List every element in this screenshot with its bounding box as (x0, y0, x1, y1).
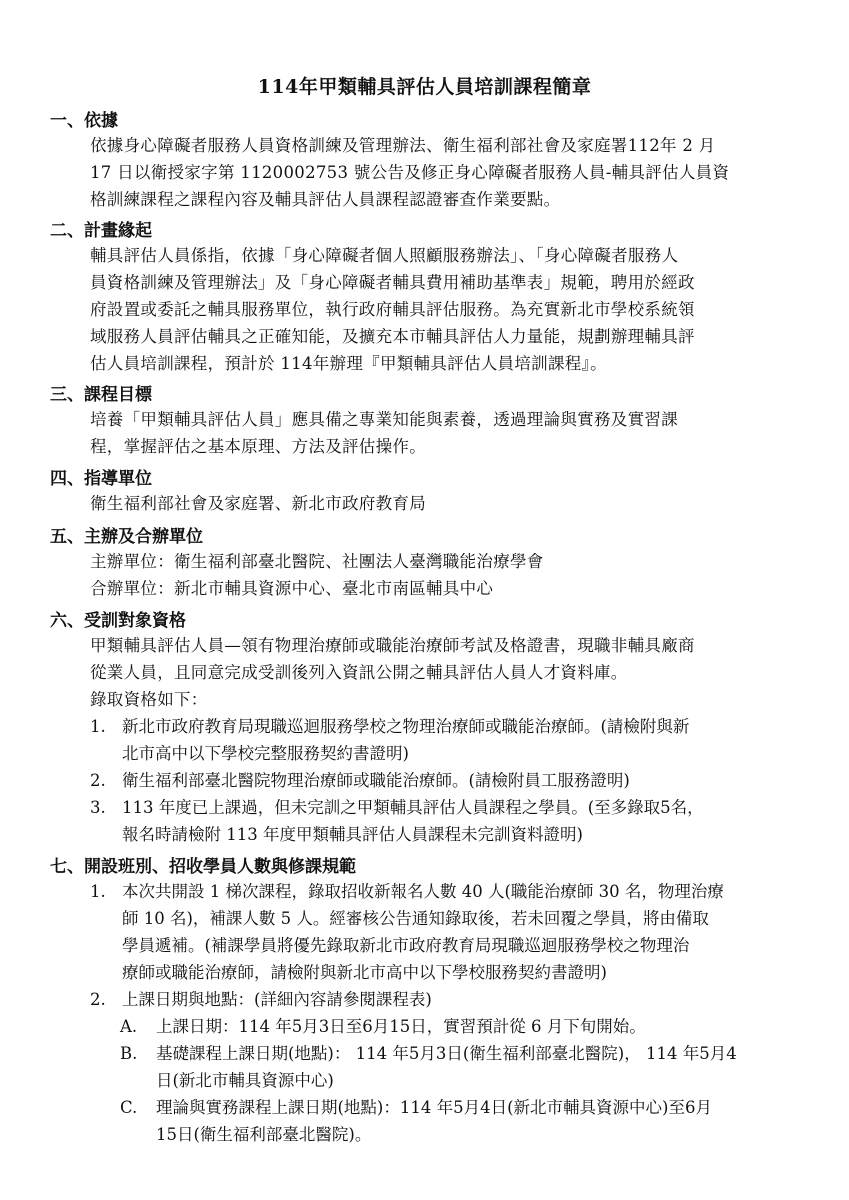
subitem-line: 基礎課程上課日期(地點)： 114 年5月3日(衛生福利部臺北醫院)， 114 年5月4 (156, 1044, 737, 1063)
section-4-body (90, 490, 810, 517)
item-line: 新北市政府教育局現職巡迴服務學校之物理治療師或職能治療師。(請檢附與新 (122, 717, 690, 736)
paragraph-line: 估人員培訓課程，預計於 114年辦理『甲類輔具評估人員培訓課程』。 (90, 354, 607, 373)
section-7-heading: 七、開設班別、招收學員人數與修課規範 (50, 857, 356, 877)
paragraph-line: 從業人員，且同意完成受訓後列入資訊公開之輔具評估人員人才資料庫。 (90, 663, 628, 682)
item-text (122, 794, 704, 848)
paragraph-line: 員資格訓練及管理辦法」及「身心障礙者輔具費用補助基準表」規範，聘用於經政 (90, 273, 695, 292)
section-6-body (90, 632, 810, 713)
section-5-body (90, 548, 810, 602)
paragraph-line: 輔具評估人員係指，依據「身心障礙者個人照顧服務辦法」、「身心障礙者服務人 (90, 246, 679, 265)
subitem-line: 日(新北市輔具資源中心) (156, 1071, 334, 1090)
document-title: 114年甲類輔具評估人員培訓課程簡章 (257, 76, 592, 98)
item-line: 上課日期與地點：(詳細內容請參閱課程表) (122, 990, 432, 1009)
section-1-heading: 一、依據 (50, 111, 118, 131)
paragraph-line: 培養「甲類輔具評估人員」應具備之專業知能與素養，透過理論與實務及實習課 (90, 410, 678, 429)
subitem-letter: B. (120, 1044, 138, 1063)
subitem-text (156, 1040, 737, 1094)
section-3-heading: 三、課程目標 (50, 385, 152, 405)
item-number: 2. (90, 990, 106, 1009)
subitem-letter: C. (120, 1098, 138, 1117)
item-text (122, 986, 432, 1013)
paragraph-line: 程，掌握評估之基本原理、方法及評估操作。 (90, 437, 426, 456)
section-5-heading: 五、主辦及合辦單位 (50, 527, 203, 547)
item-line: 報名時請檢附 113 年度甲類輔具評估人員課程未完訓資料證明) (122, 825, 583, 844)
paragraph-line: 甲類輔具評估人員—領有物理治療師或職能治療師考試及格證書，現職非輔具廠商 (90, 636, 695, 655)
paragraph-line: 合辦單位：新北市輔具資源中心、臺北市南區輔具中心 (90, 579, 494, 598)
item-number: 3. (90, 798, 106, 817)
subitem-line: 理論與實務課程上課日期(地點)：114 年5月4日(新北市輔具資源中心)至6月 (156, 1098, 712, 1117)
paragraph-line: 衛生福利部社會及家庭署、新北市政府教育局 (90, 494, 426, 513)
item-number: 1. (90, 717, 106, 736)
item-text (122, 767, 630, 794)
section-1-body (90, 132, 810, 213)
paragraph-line: 依據身心障礙者服務人員資格訓練及管理辦法、衛生福利部社會及家庭署112年 2 月 (90, 136, 716, 155)
item-text (122, 713, 689, 767)
section-2-body (90, 242, 810, 377)
paragraph-line: 域服務人員評估輔具之正確知能，及擴充本市輔具評估人力量能，規劃辦理輔具評 (90, 327, 695, 346)
paragraph-line: 府設置或委託之輔具服務單位，執行政府輔具評估服務。為充實新北市學校系統領 (90, 300, 695, 319)
paragraph-line: 17 日以衛授家字第 1120002753 號公告及修正身心障礙者服務人員-輔具評估人員資 (90, 163, 730, 182)
item-number: 1. (90, 882, 106, 901)
subitem-text (156, 1094, 712, 1148)
section-6-heading: 六、受訓對象資格 (50, 611, 186, 631)
section-3-body (90, 406, 810, 460)
item-line: 衛生福利部臺北醫院物理治療師或職能治療師。(請檢附員工服務證明) (122, 771, 630, 790)
subitem-text (156, 1013, 646, 1040)
item-line: 本次共開設 1 梯次課程，錄取招收新報名人數 40 人(職能治療師 30 名，物理治療 (122, 882, 724, 901)
section-2-heading: 二、計畫緣起 (50, 221, 152, 241)
item-line: 師 10 名)，補課人數 5 人。經審核公告通知錄取後，若未回覆之學員，將由備取 (122, 909, 709, 928)
paragraph-line: 主辦單位：衛生福利部臺北醫院、社團法人臺灣職能治療學會 (90, 552, 544, 571)
section-4-heading: 四、指導單位 (50, 469, 152, 489)
paragraph-line: 錄取資格如下： (90, 690, 208, 709)
item-line: 113 年度已上課過，但未完訓之甲類輔具評估人員課程之學員。(至多錄取5名， (122, 798, 704, 817)
item-text (122, 878, 724, 986)
item-line: 北市高中以下學校完整服務契約書證明) (122, 744, 409, 763)
subitem-line: 15日(衛生福利部臺北醫院)。 (156, 1125, 372, 1144)
subitem-line: 上課日期：114 年5月3日至6月15日，實習預計從 6 月下旬開始。 (156, 1017, 646, 1036)
subitem-letter: A. (120, 1017, 138, 1036)
item-line: 學員遞補。(補課學員將優先錄取新北市政府教育局現職巡迴服務學校之物理治 (122, 936, 690, 955)
item-number: 2. (90, 771, 106, 790)
item-line: 療師或職能治療師，請檢附與新北市高中以下學校服務契約書證明) (122, 963, 607, 982)
paragraph-line: 格訓練課程之課程內容及輔具評估人員課程認證審查作業要點。 (90, 190, 561, 209)
